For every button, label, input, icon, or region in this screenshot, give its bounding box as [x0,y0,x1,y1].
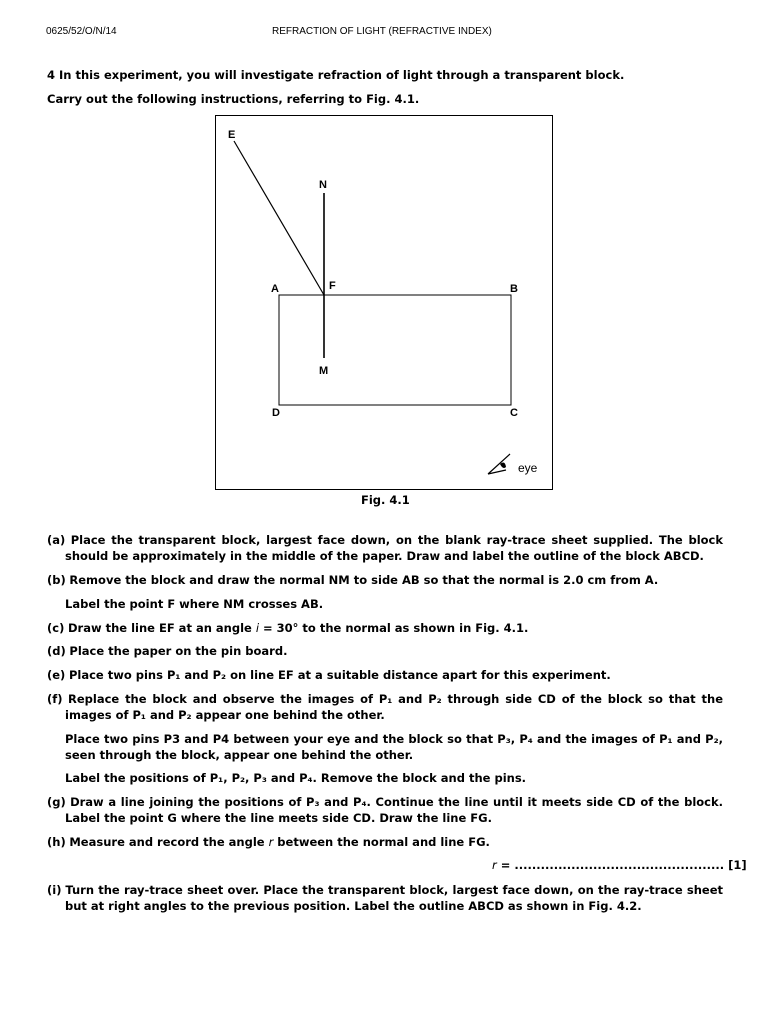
question-a-text: Place the transparent block, largest face down, on the blank ray-trace sheet supplied. The block should be approximately in the middle of the paper. Draw and label the outline of the block ABCD. [65,533,724,563]
figure-4-1 [215,115,553,490]
instructions-intro: Carry out the following instructions, referring to Fig. 4.1. [47,92,420,106]
answer-var: r [492,858,497,872]
question-f-text: Replace the block and observe the images of P₁ and P₂ through side CD of the block so that the images of P₁ and P₂ appear one behind the other. [65,692,724,722]
question-d-label: (d) [47,644,66,658]
question-c-text-after: = 30° to the normal as shown in Fig. 4.1. [259,621,529,635]
question-intro-text: In this experiment, you will investigate refraction of light through a transparent block. [59,68,625,82]
block-outline [279,295,511,405]
question-a-label: (a) [47,533,66,547]
question-c-text-before: Draw the line EF at an angle [68,621,256,635]
paper-code: 0625/52/O/N/14 [46,26,117,37]
ray-diagram [216,116,554,491]
question-b [47,572,723,588]
label-F: F [329,280,336,292]
question-h-text-before: Measure and record the angle [69,835,269,849]
question-i-text: Turn the ray-trace sheet over. Place the transparent block, largest face down, on the ray-trace sheet but at right angles to the previous position. Label the outline ABCD as shown in Fig. 4.2. [65,883,724,913]
question-e-label: (e) [47,668,66,682]
question-i [47,882,723,914]
eye-label: eye [518,461,538,475]
question-c [47,620,723,636]
label-M: M [319,365,329,377]
label-E: E [228,129,236,141]
question-h-text-after: between the normal and line FG. [273,835,490,849]
question-d [47,643,723,659]
question-h [47,834,723,850]
question-b-label: (b) [47,573,66,587]
label-D: D [272,407,280,419]
answer-line-r [492,858,747,872]
eye-icon [488,454,538,475]
label-A: A [271,283,279,295]
question-b-sub: Label the point F where NM crosses AB. [65,597,324,611]
question-f-sub1: Place two pins P3 and P4 between your eye and the block so that P₃, P₄ and the images of P₁ and P₂, seen through the block, appear one behind the other. [65,732,723,762]
question-number: 4 [47,68,56,82]
answer-dots: = ................................................ [1] [496,858,747,872]
label-B: B [510,283,518,295]
label-C: C [510,407,518,419]
question-g-text: Draw a line joining the positions of P₃ and P₄. Continue the line until it meets side CD of the block. Label the point G where the line meets side CD. Draw the line FG. [65,795,723,825]
question-g [47,794,723,826]
question-e [47,667,723,683]
figure-caption: Fig. 4.1 [361,493,410,507]
angle-r: r [268,835,274,849]
question-intro [47,68,624,82]
question-g-label: (g) [47,795,66,809]
question-f-label: (f) [47,692,63,706]
question-e-text: Place two pins P₁ and P₂ on line EF at a suitable distance apart for this experiment. [68,668,611,682]
page-title: REFRACTION OF LIGHT (REFRACTIVE INDEX) [272,26,492,37]
question-b-text: Remove the block and draw the normal NM to side AB so that the normal is 2.0 cm from A. [69,573,659,587]
question-f [47,691,723,723]
question-h-label: (h) [47,835,66,849]
question-i-label: (i) [47,883,62,897]
label-N: N [319,179,327,191]
question-a [47,532,723,564]
question-f-sub2: Label the positions of P₁, P₂, P₃ and P₄. Remove the block and the pins. [65,771,527,785]
angle-i: i [255,621,260,635]
incident-ray [234,141,324,295]
question-c-label: (c) [47,621,65,635]
question-d-text: Place the paper on the pin board. [69,644,288,658]
